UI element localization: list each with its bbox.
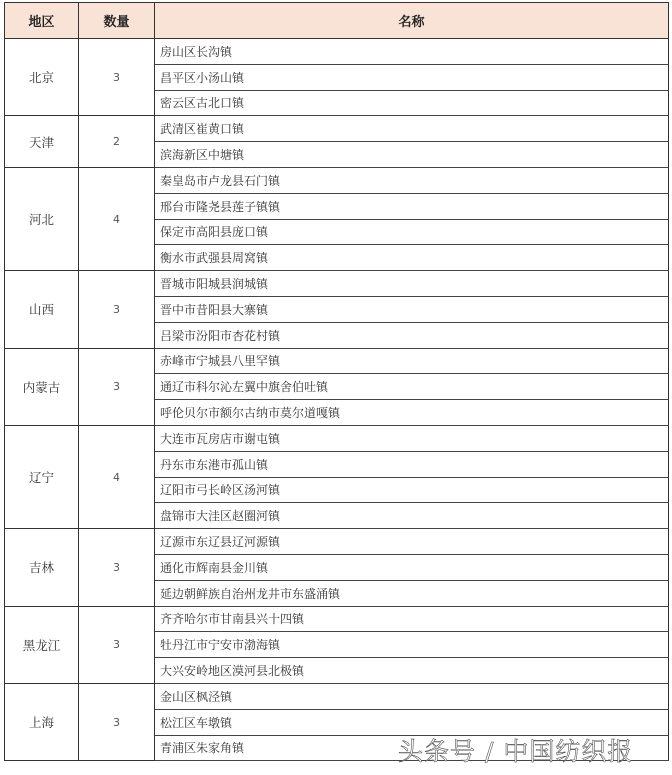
town-name-cell: 丹东市东港市孤山镇 [155,451,669,477]
table-row [5,167,669,193]
header-count: 数量 [79,3,155,39]
town-name-cell: 青浦区朱家角镇 [155,735,669,761]
town-name-cell: 滨海新区中塘镇 [155,142,669,168]
region-cell: 黑龙江 [5,606,79,683]
town-name-cell: 松江区车墩镇 [155,709,669,735]
count-cell: 3 [79,606,155,683]
town-name-cell: 武清区崔黄口镇 [155,116,669,142]
town-name-cell: 通化市辉南县金川镇 [155,554,669,580]
town-name-cell: 呼伦贝尔市额尔古纳市莫尔道嘎镇 [155,400,669,426]
town-name-cell: 齐齐哈尔市甘南县兴十四镇 [155,606,669,632]
town-name-cell: 晋城市阳城县润城镇 [155,271,669,297]
table-row [5,606,669,632]
town-name-cell: 辽源市东辽县辽河源镇 [155,529,669,555]
region-cell: 辽宁 [5,425,79,528]
town-name-cell: 保定市高阳县庞口镇 [155,219,669,245]
town-name-cell: 衡水市武强县周窝镇 [155,245,669,271]
town-name-cell: 密云区古北口镇 [155,90,669,116]
watermark: 头条号 / 中国纺织报 [398,737,634,766]
town-name-cell: 辽阳市弓长岭区汤河镇 [155,477,669,503]
table-row [5,116,669,142]
towns-table [4,2,669,761]
header-row [5,3,669,39]
region-cell: 内蒙古 [5,348,79,425]
town-name-cell: 盘锦市大洼区赵圈河镇 [155,503,669,529]
count-cell: 3 [79,271,155,348]
region-cell: 天津 [5,116,79,168]
header-region: 地区 [5,3,79,39]
town-name-cell: 晋中市昔阳县大寨镇 [155,296,669,322]
count-cell: 3 [79,529,155,606]
region-cell: 北京 [5,39,79,116]
town-name-cell: 延边朝鲜族自治州龙井市东盛涌镇 [155,580,669,606]
town-name-cell: 赤峰市宁城县八里罕镇 [155,348,669,374]
town-name-cell: 邢台市隆尧县莲子镇镇 [155,193,669,219]
table-row [5,271,669,297]
count-cell: 4 [79,167,155,270]
header-name: 名称 [155,3,669,39]
region-cell: 河北 [5,167,79,270]
town-name-cell: 房山区长沟镇 [155,39,669,65]
region-cell: 上海 [5,683,79,760]
region-cell: 山西 [5,271,79,348]
count-cell: 3 [79,683,155,760]
town-name-cell: 牡丹江市宁安市渤海镇 [155,632,669,658]
town-name-cell: 昌平区小汤山镇 [155,64,669,90]
table-row [5,425,669,451]
town-name-cell: 秦皇岛市卢龙县石门镇 [155,167,669,193]
table-row [5,529,669,555]
table-row [5,348,669,374]
count-cell: 2 [79,116,155,168]
town-name-cell: 通辽市科尔沁左翼中旗舍伯吐镇 [155,374,669,400]
region-cell: 吉林 [5,529,79,606]
count-cell: 4 [79,425,155,528]
town-name-cell: 金山区枫泾镇 [155,683,669,709]
town-name-cell: 大连市瓦房店市谢屯镇 [155,425,669,451]
table-row [5,39,669,65]
town-name-cell: 吕梁市汾阳市杏花村镇 [155,322,669,348]
town-name-cell: 大兴安岭地区漠河县北极镇 [155,658,669,684]
count-cell: 3 [79,39,155,116]
table-row [5,683,669,709]
count-cell: 3 [79,348,155,425]
